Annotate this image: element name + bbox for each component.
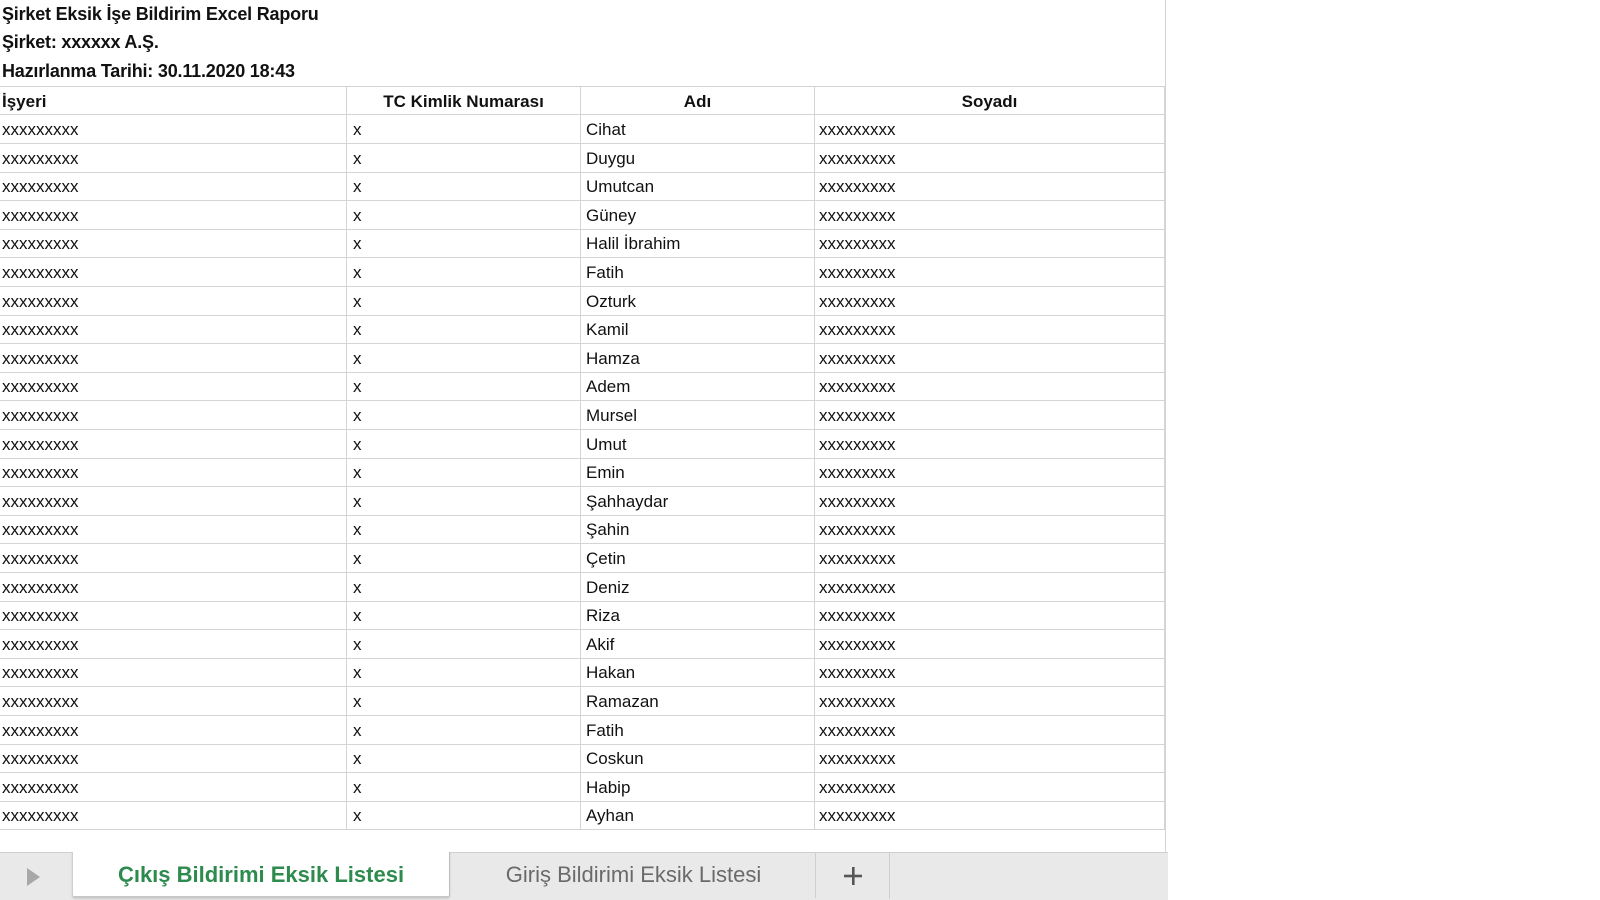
cell-soyadi[interactable]: xxxxxxxxx xyxy=(815,115,1165,144)
cell-adi[interactable]: Mursel xyxy=(581,401,815,430)
cell-tc-kimlik[interactable]: x xyxy=(347,687,581,716)
cell-isyeri[interactable]: xxxxxxxxx xyxy=(0,172,347,201)
company-row xyxy=(0,28,1168,57)
cell-isyeri[interactable]: xxxxxxxxx xyxy=(0,430,347,459)
grid-right-border xyxy=(1165,0,1166,852)
cell-adi[interactable]: Kamil xyxy=(581,315,815,344)
cell-soyadi[interactable]: xxxxxxxxx xyxy=(815,430,1165,459)
table-row xyxy=(0,144,1168,173)
table-row xyxy=(0,430,1168,459)
cell-adi[interactable]: Halil İbrahim xyxy=(581,229,815,258)
cell-soyadi[interactable]: xxxxxxxxx xyxy=(815,458,1165,487)
cell-tc-kimlik[interactable]: x xyxy=(347,458,581,487)
header-adi[interactable]: Adı xyxy=(581,86,815,115)
cell-adi[interactable]: Deniz xyxy=(581,573,815,602)
table-row xyxy=(0,115,1168,144)
cell-tc-kimlik[interactable]: x xyxy=(347,287,581,316)
table-row xyxy=(0,544,1168,573)
cell-isyeri[interactable]: xxxxxxxxx xyxy=(0,487,347,516)
tab-cikis-bildirimi[interactable]: Çıkış Bildirimi Eksik Listesi xyxy=(72,852,450,898)
table-row xyxy=(0,401,1168,430)
cell-isyeri[interactable]: xxxxxxxxx xyxy=(0,515,347,544)
cell-soyadi[interactable]: xxxxxxxxx xyxy=(815,515,1165,544)
cell-isyeri[interactable]: xxxxxxxxx xyxy=(0,744,347,773)
table-header-row xyxy=(0,86,1168,115)
cell-adi[interactable]: Duygu xyxy=(581,144,815,173)
header-tc-kimlik[interactable]: TC Kimlik Numarası xyxy=(347,86,581,115)
cell-soyadi[interactable]: xxxxxxxxx xyxy=(815,716,1165,745)
cell-isyeri[interactable]: xxxxxxxxx xyxy=(0,573,347,602)
cell-isyeri[interactable]: xxxxxxxxx xyxy=(0,601,347,630)
cell-adi[interactable]: Ozturk xyxy=(581,287,815,316)
cell-soyadi[interactable]: xxxxxxxxx xyxy=(815,401,1165,430)
table-row xyxy=(0,801,1168,830)
cell-tc-kimlik[interactable]: x xyxy=(347,630,581,659)
cell-adi[interactable]: Ramazan xyxy=(581,687,815,716)
cell-adi[interactable]: Şahhaydar xyxy=(581,487,815,516)
cell-isyeri[interactable]: xxxxxxxxx xyxy=(0,773,347,802)
title-row xyxy=(0,0,1168,29)
cell-tc-kimlik[interactable]: x xyxy=(347,372,581,401)
cell-adi[interactable]: Fatih xyxy=(581,258,815,287)
tab-giris-bildirimi[interactable]: Giriş Bildirimi Eksik Listesi xyxy=(452,852,816,898)
cell-tc-kimlik[interactable]: x xyxy=(347,801,581,830)
cell-tc-kimlik[interactable]: x xyxy=(347,344,581,373)
cell-soyadi[interactable]: xxxxxxxxx xyxy=(815,573,1165,602)
cell-tc-kimlik[interactable]: x xyxy=(347,229,581,258)
table-row xyxy=(0,287,1168,316)
cell-soyadi[interactable]: xxxxxxxxx xyxy=(815,487,1165,516)
add-sheet-button[interactable] xyxy=(816,853,890,899)
table-row xyxy=(0,201,1168,230)
table-row xyxy=(0,372,1168,401)
cell-tc-kimlik[interactable]: x xyxy=(347,658,581,687)
cell-soyadi[interactable]: xxxxxxxxx xyxy=(815,229,1165,258)
cell-soyadi[interactable]: xxxxxxxxx xyxy=(815,658,1165,687)
cell-isyeri[interactable]: xxxxxxxxx xyxy=(0,258,347,287)
cell-adi[interactable]: Ayhan xyxy=(581,801,815,830)
cell-soyadi[interactable]: xxxxxxxxx xyxy=(815,801,1165,830)
cell-isyeri[interactable]: xxxxxxxxx xyxy=(0,687,347,716)
cell-soyadi[interactable]: xxxxxxxxx xyxy=(815,630,1165,659)
table-row xyxy=(0,344,1168,373)
table-row xyxy=(0,229,1168,258)
table-row xyxy=(0,515,1168,544)
cell-isyeri[interactable]: xxxxxxxxx xyxy=(0,658,347,687)
cell-soyadi[interactable]: xxxxxxxxx xyxy=(815,372,1165,401)
table-row xyxy=(0,687,1168,716)
cell-soyadi[interactable]: xxxxxxxxx xyxy=(815,744,1165,773)
cell-soyadi[interactable]: xxxxxxxxx xyxy=(815,258,1165,287)
cell-isyeri[interactable]: xxxxxxxxx xyxy=(0,716,347,745)
cell-tc-kimlik[interactable]: x xyxy=(347,401,581,430)
cell-soyadi[interactable]: xxxxxxxxx xyxy=(815,144,1165,173)
cell-tc-kimlik[interactable]: x xyxy=(347,144,581,173)
cell-isyeri[interactable]: xxxxxxxxx xyxy=(0,344,347,373)
table-row xyxy=(0,573,1168,602)
table-row xyxy=(0,716,1168,745)
cell-adi[interactable]: Adem xyxy=(581,372,815,401)
cell-soyadi[interactable]: xxxxxxxxx xyxy=(815,201,1165,230)
cell-adi[interactable]: Umut xyxy=(581,430,815,459)
cell-adi[interactable]: Cihat xyxy=(581,115,815,144)
cell-soyadi[interactable]: xxxxxxxxx xyxy=(815,544,1165,573)
cell-soyadi[interactable]: xxxxxxxxx xyxy=(815,315,1165,344)
table-row xyxy=(0,172,1168,201)
table-row xyxy=(0,658,1168,687)
cell-tc-kimlik[interactable]: x xyxy=(347,172,581,201)
cell-tc-kimlik[interactable]: x xyxy=(347,201,581,230)
cell-adi[interactable]: Akif xyxy=(581,630,815,659)
table-row xyxy=(0,487,1168,516)
cell-adi[interactable]: Hakan xyxy=(581,658,815,687)
play-arrow-icon[interactable] xyxy=(18,863,48,891)
cell-soyadi[interactable]: xxxxxxxxx xyxy=(815,601,1165,630)
cell-adi[interactable]: Hamza xyxy=(581,344,815,373)
cell-isyeri[interactable]: xxxxxxxxx xyxy=(0,287,347,316)
cell-soyadi[interactable]: xxxxxxxxx xyxy=(815,344,1165,373)
cell-isyeri[interactable]: xxxxxxxxx xyxy=(0,401,347,430)
sheet-tab-bar xyxy=(0,852,1168,900)
cell-isyeri[interactable]: xxxxxxxxx xyxy=(0,801,347,830)
cell-isyeri[interactable]: xxxxxxxxx xyxy=(0,115,347,144)
table-row xyxy=(0,773,1168,802)
table-row xyxy=(0,601,1168,630)
table-row xyxy=(0,258,1168,287)
cell-isyeri[interactable]: xxxxxxxxx xyxy=(0,544,347,573)
cell-adi[interactable]: Riza xyxy=(581,601,815,630)
cell-tc-kimlik[interactable]: x xyxy=(347,515,581,544)
cell-isyeri[interactable]: xxxxxxxxx xyxy=(0,315,347,344)
cell-isyeri[interactable]: xxxxxxxxx xyxy=(0,144,347,173)
cell-adi[interactable]: Coskun xyxy=(581,744,815,773)
cell-tc-kimlik[interactable]: x xyxy=(347,716,581,745)
cell-adi[interactable]: Şahin xyxy=(581,515,815,544)
cell-adi[interactable]: Fatih xyxy=(581,716,815,745)
prepared-date[interactable]: Hazırlanma Tarihi: 30.11.2020 18:43 xyxy=(2,61,295,81)
table-row xyxy=(0,744,1168,773)
cell-adi[interactable]: Güney xyxy=(581,201,815,230)
cell-adi[interactable]: Çetin xyxy=(581,544,815,573)
cell-tc-kimlik[interactable]: x xyxy=(347,487,581,516)
cell-isyeri[interactable]: xxxxxxxxx xyxy=(0,201,347,230)
cell-isyeri[interactable]: xxxxxxxxx xyxy=(0,630,347,659)
prepared-date-row xyxy=(0,57,1168,86)
cell-tc-kimlik[interactable]: x xyxy=(347,573,581,602)
cell-isyeri[interactable]: xxxxxxxxx xyxy=(0,372,347,401)
header-isyeri[interactable]: İşyeri xyxy=(0,86,347,115)
cell-tc-kimlik[interactable]: x xyxy=(347,744,581,773)
cell-soyadi[interactable]: xxxxxxxxx xyxy=(815,773,1165,802)
cell-soyadi[interactable]: xxxxxxxxx xyxy=(815,687,1165,716)
cell-adi[interactable]: Emin xyxy=(581,458,815,487)
cell-tc-kimlik[interactable]: x xyxy=(347,544,581,573)
table-row xyxy=(0,315,1168,344)
cell-soyadi[interactable]: xxxxxxxxx xyxy=(815,172,1165,201)
cell-isyeri[interactable]: xxxxxxxxx xyxy=(0,458,347,487)
cell-tc-kimlik[interactable]: x xyxy=(347,258,581,287)
cell-tc-kimlik[interactable]: x xyxy=(347,430,581,459)
header-soyadi[interactable]: Soyadı xyxy=(815,86,1165,115)
table-row xyxy=(0,458,1168,487)
cell-tc-kimlik[interactable]: x xyxy=(347,601,581,630)
cell-soyadi[interactable]: xxxxxxxxx xyxy=(815,287,1165,316)
cell-tc-kimlik[interactable]: x xyxy=(347,315,581,344)
report-title[interactable]: Şirket Eksik İşe Bildirim Excel Raporu xyxy=(2,4,319,24)
cell-tc-kimlik[interactable]: x xyxy=(347,773,581,802)
table-row xyxy=(0,630,1168,659)
cell-isyeri[interactable]: xxxxxxxxx xyxy=(0,229,347,258)
cell-adi[interactable]: Habip xyxy=(581,773,815,802)
cell-adi[interactable]: Umutcan xyxy=(581,172,815,201)
company-name[interactable]: Şirket: xxxxxx A.Ş. xyxy=(2,32,159,52)
plus-icon xyxy=(843,866,863,886)
cell-tc-kimlik[interactable]: x xyxy=(347,115,581,144)
